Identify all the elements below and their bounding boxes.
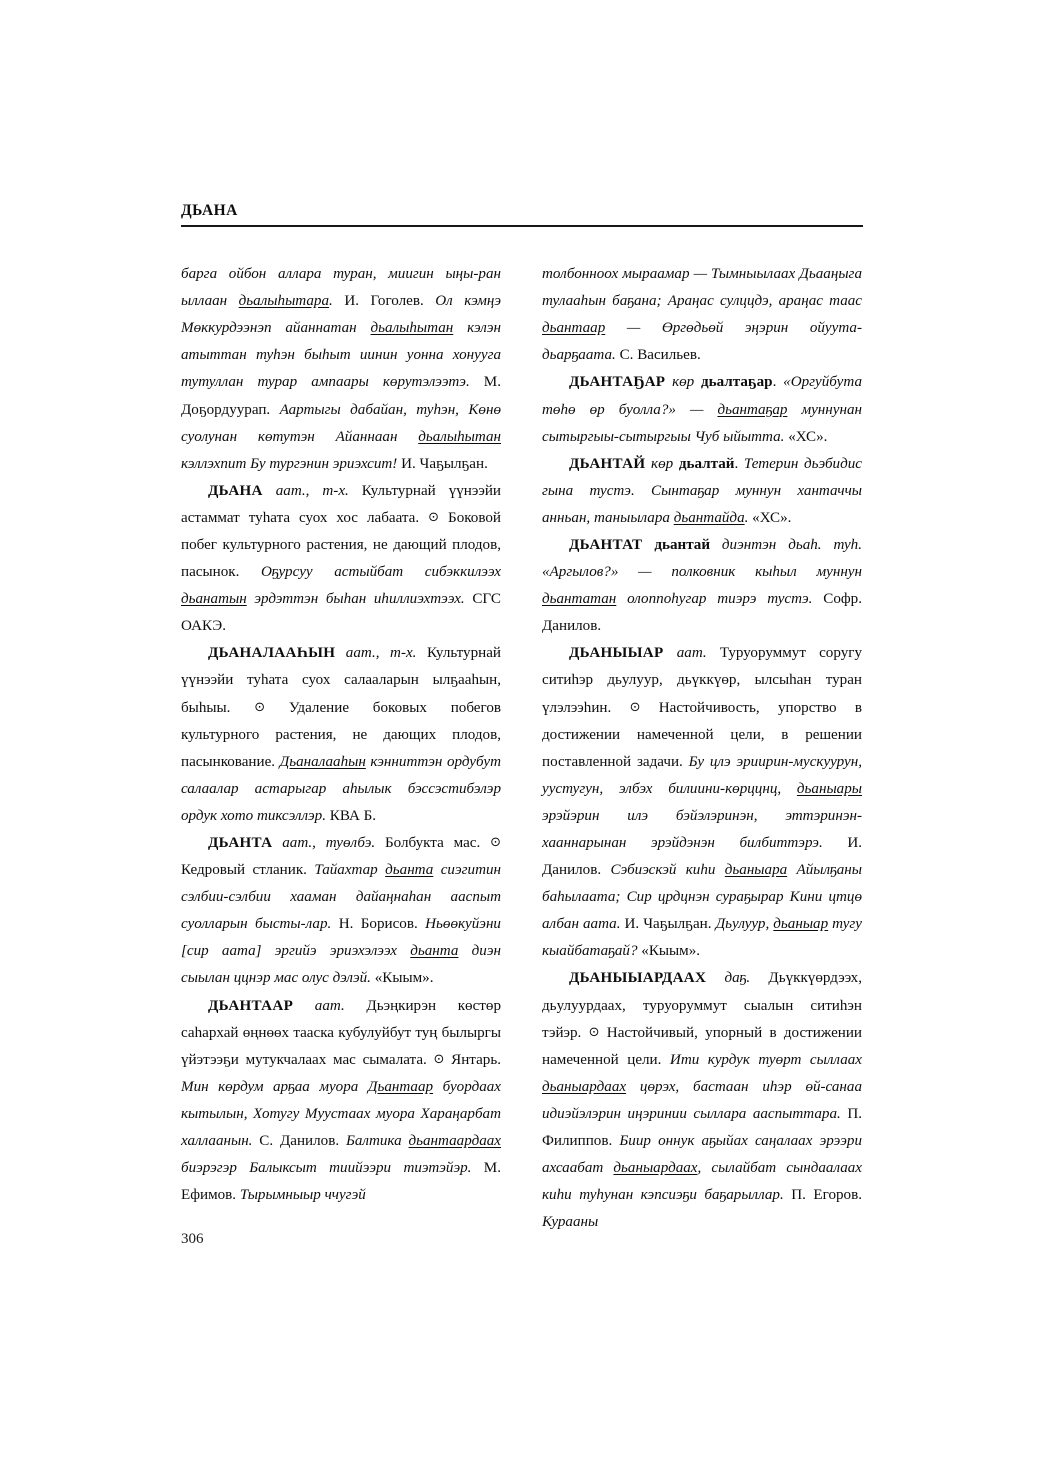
body-text: Янтарь. xyxy=(444,1051,501,1068)
right-column xyxy=(542,261,862,1236)
cross-reference-headword: дьалтай xyxy=(678,455,735,472)
example-text: барга ойбон аллара туран, миигин ыңы- xyxy=(181,266,479,283)
body-text: . xyxy=(734,455,744,472)
body-text: «ХС». xyxy=(752,509,792,526)
body-text: И. Данилов. xyxy=(542,835,862,879)
body-text: Настойчивый, упорный в достижении намеченной цели. xyxy=(542,1024,862,1068)
body-text: Удаление боковых побегов культурного растения, не дающих плодов, пасынкование. xyxy=(181,699,501,770)
body-text: Культурнай үүнээйи астаммат туһата суох хос лабаата. xyxy=(181,482,501,526)
example-text: кэллэхпит Бу тургэнин эриэхсит! xyxy=(181,455,402,472)
keyword-underlined: дьалыһытан xyxy=(370,320,454,337)
example-text: Ол кэмңэ Мөккурдээнэп айаннатан xyxy=(181,293,501,337)
dictionary-entry xyxy=(542,451,862,532)
example-text: толбонноох мыраамар — Тымныылаах Дьааңыга тулааһын баҕана; Араңас сулццдэ, араңас таас xyxy=(542,266,862,310)
entry-headword: ДЬАНАЛААҺЫН xyxy=(208,645,336,662)
body-text: «ХС». xyxy=(788,428,828,445)
example-text: . xyxy=(329,293,345,310)
entry-headword: ДЬАНТААР xyxy=(208,997,294,1014)
example-text: көр xyxy=(672,374,702,391)
example-text: биэрэгэр Балыксыт тиийээри тиэтэйэр. xyxy=(181,1160,484,1177)
keyword-underlined: дьаныара xyxy=(724,862,788,879)
dictionary-entry xyxy=(181,830,501,993)
example-text: аат., т-х. xyxy=(275,482,349,499)
entry-continuation xyxy=(542,261,862,369)
example-text: цөрэх, бастаан иһэр өй-санаа идиэйэлэрин иңэринии сыллара ааспыттара. xyxy=(542,1078,862,1122)
body-text: . xyxy=(772,374,784,391)
body-text: Болбукта мас. xyxy=(375,835,491,852)
body-text: «Кыым». xyxy=(641,943,701,960)
body-text: М. Доҕордуурап. xyxy=(181,374,501,418)
example-text: — Өргөдьөй эңэрин ойуута-дьарҕаата. xyxy=(542,320,862,364)
dictionary-entry xyxy=(181,478,501,641)
circled-dot-icon: ⊙ xyxy=(588,1024,600,1040)
example-text: Тайахтар xyxy=(314,862,386,879)
example-text: , сылайбат сындаалаах киһи туһунан кэпсиэҕи баҕарыллар. xyxy=(542,1160,862,1204)
example-text: Балтика xyxy=(345,1133,409,1150)
cross-reference-headword: дьантай xyxy=(654,536,711,553)
example-text: Биир оннук аҕыйах саңалаах эрээри ахсаабат xyxy=(542,1133,862,1177)
circled-dot-icon: ⊙ xyxy=(629,699,641,715)
dictionary-entry xyxy=(542,640,862,965)
body-text: Культурнай үүнээйи туһата суох салааларын ылҕааһын, быһыы. xyxy=(181,645,502,716)
body-text: М. Ефимов. xyxy=(181,1160,501,1204)
entry-headword: ДЬАНЫЫАРДААХ xyxy=(569,970,707,987)
example-text: тугу кыайбатаҕай? xyxy=(542,916,862,960)
example-text: муннунан сытыргыы-сытыргыы Чуб ыйытта. xyxy=(542,401,862,445)
dictionary-entry xyxy=(181,993,501,1210)
example-text: буордаах кытылын, Хотугу Муустаах муора Хараңарбат халлаанын. xyxy=(181,1078,501,1150)
keyword-underlined: дьанта xyxy=(410,943,459,960)
cross-reference-headword: дьалтаҕар xyxy=(701,374,773,391)
example-text: диэн сыылан ццнэр мас олус дэлэй. xyxy=(181,943,501,987)
example-text: аат. xyxy=(676,645,707,662)
example-text: олоппоһугар тиэрэ тустэ. xyxy=(616,591,824,608)
example-text: Мин көрдум арҕаа муора xyxy=(181,1078,368,1095)
entry-headword: ДЬАНТАТ xyxy=(569,536,643,553)
dictionary-entry xyxy=(181,640,501,830)
keyword-underlined: дьаныардаах xyxy=(542,1078,627,1095)
body-text: И. Чаҕылҕан. xyxy=(624,916,716,933)
example-text: Сэбиэскэй киһи xyxy=(610,862,725,879)
example-text: эрэйэрин илэ бэйэлэринэн, эттэринэн-хааннарынан эрэйдэнэн билбиттэрэ. xyxy=(542,807,862,852)
body-text: КВА Б. xyxy=(329,807,377,824)
entry-headword: ДЬАНА xyxy=(208,482,263,499)
example-text: кэнниттэн ордубут салаалар астарыгар аһылык бэссэстибэлэр ордук хото тиксэллэр. xyxy=(181,753,501,824)
entry-continuation xyxy=(181,261,501,478)
example-text: Ньөөкуйэни [сир аата] эргийэ эриэхэлээх xyxy=(181,916,501,960)
body-text: Дьэңкирэн көстөр саһархай өңнөөх тааска кубулуйбут туң былыргы үйэтээҕи мутукчалаах мас сымалата. xyxy=(181,997,501,1068)
example-text: аат., т-х. xyxy=(345,645,417,662)
dictionary-entry xyxy=(542,532,862,640)
keyword-underlined: Дьаналааһын xyxy=(279,753,366,770)
circled-dot-icon: ⊙ xyxy=(433,1051,445,1067)
example-text: Тетерин дьэбидис гына тустэ. Сынтаҕар муннун хантаччы анньан, таныылара xyxy=(542,455,862,526)
body-text: С. Данилов. xyxy=(259,1133,346,1150)
body-text: Софр. Данилов. xyxy=(542,591,862,635)
body-text: СГС ОАКЭ. xyxy=(181,591,501,635)
example-text: аат. xyxy=(314,997,345,1014)
body-text: П. Егоров. xyxy=(791,1187,862,1204)
keyword-underlined: дьантаардаах xyxy=(408,1133,501,1150)
keyword-underlined: дьалыһытан xyxy=(418,428,501,445)
example-text: сиэгитин сэлбии-сэлбии хааман дайаңнаһан ааспыт суолларын бысты-лар. xyxy=(181,862,501,933)
entry-headword: ДЬАНТАҔАР xyxy=(569,374,666,391)
example-text: Аартыгы дабайан, туһэн, Көнө суолунан көтутэн Айаннаан xyxy=(181,401,501,445)
circled-dot-icon: ⊙ xyxy=(254,699,266,715)
body-text: С. Васильев. xyxy=(619,347,701,364)
example-text: Айылҕаны баһылаата; Сир црдцнэн сураҕырар Кини цтцө албан аата. xyxy=(542,862,863,933)
keyword-underlined: дьантаҕар xyxy=(717,401,788,418)
keyword-underlined: дьантатан xyxy=(542,591,617,608)
body-text: «Кыым». xyxy=(374,970,434,987)
keyword-underlined: дьалыһытара xyxy=(238,293,330,310)
body-text: Боковой побег культурного растения, не дающий плодов, пасынок. xyxy=(181,509,502,581)
keyword-underlined: дьантайда xyxy=(673,509,745,526)
keyword-underlined: дьантаар xyxy=(542,320,606,337)
entry-headword: ДЬАНТАЙ xyxy=(569,455,646,472)
body-text: Кедровый стланик. xyxy=(181,862,315,879)
example-text: Дьулуур, xyxy=(715,916,774,933)
body-text: И. Чаҕылҕан. xyxy=(401,455,488,472)
circled-dot-icon: ⊙ xyxy=(428,509,440,525)
header-rule xyxy=(181,225,863,227)
example-text: көр xyxy=(651,455,679,472)
entry-headword: ДЬАНТА xyxy=(208,835,273,852)
page-number: 306 xyxy=(181,1231,204,1247)
example-text: Курааны xyxy=(542,1214,599,1231)
keyword-underlined: дьаныары xyxy=(796,780,862,797)
keyword-underlined: дьаныардаах xyxy=(613,1160,698,1177)
running-head: ДЬАНА xyxy=(181,202,238,219)
example-text: даҕ. xyxy=(724,970,751,987)
body-text: П. Филиппов. xyxy=(542,1105,862,1150)
example-text: ран ыллаан xyxy=(181,266,501,310)
example-text: . xyxy=(744,509,753,526)
dictionary-entry xyxy=(542,369,862,450)
example-text: кэлэн атыттан туһэн быһыт иинин уонна хонууга тутуллан турар ампаары көрутэлээтэ. xyxy=(181,320,502,391)
circled-dot-icon: ⊙ xyxy=(490,835,501,851)
page-content xyxy=(181,202,863,1236)
two-column-body xyxy=(181,261,863,1236)
body-text: Н. Борисов. xyxy=(338,916,426,933)
body-text: Дьүккүөрдээх, дьулуурдаах, туруоруммут сыалын ситиһэн тэйэр. xyxy=(542,970,862,1041)
example-text: диэнтэн дьаһ. туһ. xyxy=(710,536,862,553)
example-text: «Аргылов?» — полковник кыһыл муннун xyxy=(542,564,862,581)
example-text: «Оргуйбута төһө өр буолла?» — xyxy=(542,374,862,418)
example-text: эрдэттэн быһан иһиллиэхтээх. xyxy=(246,591,473,608)
example-text: аат., туөлбэ. xyxy=(282,835,376,852)
body-text: И. Гоголев. xyxy=(344,293,436,310)
keyword-underlined: Дьантаар xyxy=(367,1078,434,1095)
example-text: Ити курдук туөрт сыллаах xyxy=(669,1051,862,1068)
left-column xyxy=(181,261,501,1209)
body-text: Туруоруммут соругу ситиһэр дьулуур, дьүккүөр, ылсыһан туран үлэлээһин. xyxy=(542,645,862,716)
example-text: Тырымныыр ччугэй xyxy=(239,1187,366,1204)
keyword-underlined: дьаныар xyxy=(773,916,829,933)
example-text: Бу цлэ эриирин-мускуурун, уустугун, элбэх билиини-көрццнц, xyxy=(542,753,862,797)
example-text: Оҕурсуу астыйбат сибэккилээх xyxy=(260,564,501,581)
body-text: Настойчивость, упорство в достижении намеченной цели, в решении поставленной задачи. xyxy=(542,699,862,770)
keyword-underlined: дьанатын xyxy=(181,591,247,608)
dictionary-entry xyxy=(542,965,862,1236)
keyword-underlined: дьанта xyxy=(385,862,434,879)
entry-headword: ДЬАНЫЫАР xyxy=(569,645,664,662)
